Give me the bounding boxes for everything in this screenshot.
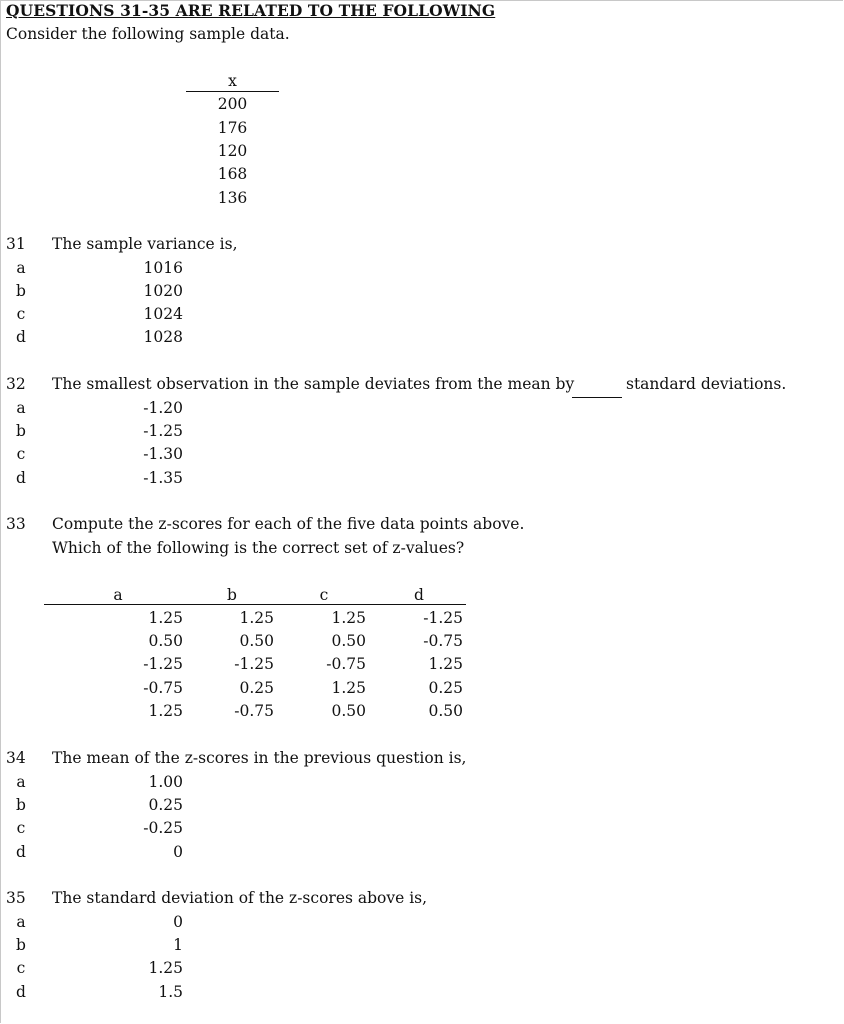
option-letter: a: [16, 399, 26, 417]
option-value: 1016: [143, 259, 183, 277]
table-cell: 1.25: [331, 609, 366, 627]
table-cell: -0.75: [143, 679, 183, 697]
option-letter: c: [16, 445, 26, 463]
table-header-b: b: [227, 586, 237, 604]
option-letter: a: [16, 913, 26, 931]
sample-value: 136: [217, 189, 248, 207]
option-letter: b: [16, 796, 26, 814]
table-cell: 1.25: [148, 702, 183, 720]
question-number: 32: [6, 375, 26, 393]
option-letter: b: [16, 282, 26, 300]
sample-value: 176: [217, 119, 248, 137]
option-value: -1.20: [143, 399, 183, 417]
option-letter: d: [16, 983, 26, 1001]
question-text: The standard deviation of the z-scores above is,: [52, 889, 428, 907]
sample-value: 168: [217, 165, 248, 183]
table-cell: -0.75: [423, 632, 463, 650]
option-letter: b: [16, 936, 26, 954]
question-number: 31: [6, 235, 26, 253]
sample-value: 200: [217, 95, 248, 113]
answer-blank: [572, 397, 622, 398]
option-value: -1.25: [143, 422, 183, 440]
option-letter: c: [16, 819, 26, 837]
option-value: -1.35: [143, 469, 183, 487]
table-cell: 1.25: [331, 679, 366, 697]
option-letter: a: [16, 259, 26, 277]
table-cell: -1.25: [143, 655, 183, 673]
option-value: 1.25: [148, 959, 183, 977]
option-letter: d: [16, 469, 26, 487]
intro-text: Consider the following sample data.: [6, 25, 290, 43]
table-cell: 1.25: [148, 609, 183, 627]
question-number: 34: [6, 749, 26, 767]
table-cell: 0.50: [331, 632, 366, 650]
option-value: 0: [173, 913, 183, 931]
table-cell: 1.25: [239, 609, 274, 627]
question-number: 33: [6, 515, 26, 533]
option-value: 1.00: [148, 773, 183, 791]
question-text: The smallest observation in the sample deviates from the mean by: [52, 375, 575, 393]
option-value: 1: [173, 936, 183, 954]
section-header: QUESTIONS 31-35 ARE RELATED TO THE FOLLOWING: [6, 1, 496, 20]
option-value: 0.25: [148, 796, 183, 814]
table-cell: 0.50: [239, 632, 274, 650]
table-cell: 0.50: [428, 702, 463, 720]
table-cell: -0.75: [234, 702, 274, 720]
option-letter: d: [16, 843, 26, 861]
option-value: -0.25: [143, 819, 183, 837]
table-cell: 0.50: [148, 632, 183, 650]
question-text: The sample variance is,: [52, 235, 238, 253]
sample-header-rule: [186, 91, 279, 92]
table-header-d: d: [414, 586, 424, 604]
table-cell: -0.75: [326, 655, 366, 673]
question-text: The mean of the z-scores in the previous question is,: [52, 749, 467, 767]
sample-column-label: x: [228, 72, 237, 90]
table-cell: -1.25: [234, 655, 274, 673]
option-letter: d: [16, 328, 26, 346]
option-value: 0: [173, 843, 183, 861]
option-letter: a: [16, 773, 26, 791]
table-header-c: c: [319, 586, 329, 604]
question-number: 35: [6, 889, 26, 907]
option-value: 1.5: [158, 983, 183, 1001]
table-cell: 0.50: [331, 702, 366, 720]
option-letter: b: [16, 422, 26, 440]
table-header-a: a: [113, 586, 123, 604]
table-cell: 1.25: [428, 655, 463, 673]
table-cell: 0.25: [239, 679, 274, 697]
table-cell: -1.25: [423, 609, 463, 627]
option-letter: c: [16, 305, 26, 323]
option-value: -1.30: [143, 445, 183, 463]
option-letter: c: [16, 959, 26, 977]
question-suffix: standard deviations.: [626, 375, 787, 393]
table-cell: 0.25: [428, 679, 463, 697]
sample-value: 120: [217, 142, 248, 160]
option-value: 1028: [143, 328, 183, 346]
table-header-rule: [44, 604, 466, 605]
option-value: 1020: [143, 282, 183, 300]
question-text-line2: Which of the following is the correct set of z-values?: [52, 539, 465, 557]
question-text: Compute the z-scores for each of the five data points above.: [52, 515, 525, 533]
option-value: 1024: [143, 305, 183, 323]
